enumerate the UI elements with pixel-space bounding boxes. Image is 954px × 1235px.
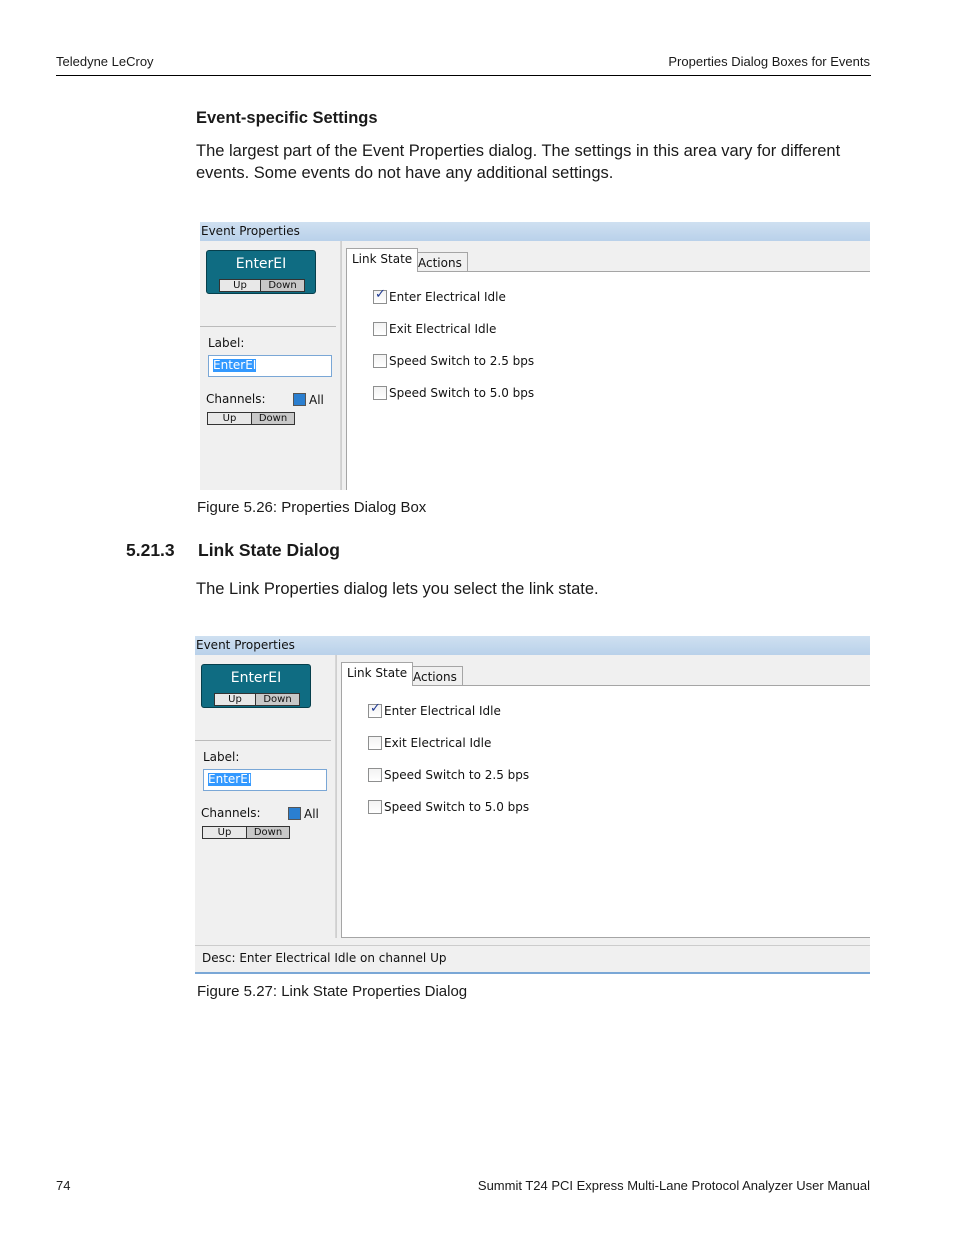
event-up-button[interactable]: Up (228, 694, 242, 705)
description-text: Desc: Enter Electrical Idle on channel Up (202, 951, 447, 965)
label-caption: Label: (203, 750, 240, 764)
tab-link-state[interactable]: Link State (346, 248, 418, 272)
all-checkbox[interactable] (288, 807, 301, 820)
header-right: Properties Dialog Boxes for Events (668, 54, 870, 69)
paragraph-1: The largest part of the Event Properties dialog. The settings in this area vary for different events. Some events do not have any additional settings. (196, 142, 841, 182)
subsection-title: Link State Dialog (198, 540, 340, 560)
tab-link-state[interactable]: Link State (341, 662, 413, 686)
tab-actions[interactable]: Actions (407, 666, 463, 687)
event-up-button[interactable]: Up (233, 280, 247, 291)
channel-up-button[interactable]: Up (222, 413, 237, 424)
event-name: EnterEI (230, 670, 282, 686)
footer-page-number: 74 (56, 1178, 71, 1193)
figure-1-caption: Figure 5.26: Properties Dialog Box (197, 499, 427, 516)
label-input[interactable] (208, 355, 332, 377)
checkbox[interactable] (373, 322, 387, 336)
event-button[interactable] (206, 250, 316, 294)
left-pane (200, 241, 341, 490)
label-caption: Label: (208, 336, 245, 350)
channels-caption: Channels: (206, 392, 266, 406)
option-label: Speed Switch to 5.0 bps (389, 386, 535, 400)
all-checkbox[interactable] (293, 393, 306, 406)
tab-actions[interactable]: Actions (412, 252, 468, 273)
event-updown (214, 693, 300, 706)
label-value: EnterEI (208, 772, 252, 786)
header-left: Teledyne LeCroy (56, 54, 154, 69)
description-bar (195, 945, 870, 972)
checkbox[interactable] (373, 386, 387, 400)
all-label: All (304, 807, 319, 821)
checkbox[interactable] (368, 701, 382, 718)
channel-down-button[interactable]: Down (251, 413, 294, 424)
option-label: Exit Electrical Idle (389, 322, 497, 336)
header-rule (56, 75, 871, 76)
left-pane (195, 655, 336, 938)
checkbox[interactable] (373, 354, 387, 368)
event-down-button[interactable]: Down (260, 280, 304, 291)
check-icon: ✓ (375, 287, 386, 302)
checkbox[interactable] (368, 768, 382, 782)
figure-2-caption: Figure 5.27: Link State Properties Dialog (197, 983, 468, 1000)
channel-up-button[interactable]: Up (217, 827, 232, 838)
channels-caption: Channels: (201, 806, 261, 820)
paragraph-2: The Link Properties dialog lets you select the link state. (196, 580, 599, 598)
dialog-title: Event Properties (200, 222, 870, 241)
option-label: Exit Electrical Idle (384, 736, 492, 750)
label-value: EnterEI (213, 358, 257, 372)
channel-updown (207, 412, 295, 425)
channel-updown (202, 826, 290, 839)
label-input[interactable] (203, 769, 327, 791)
checkbox[interactable] (368, 800, 382, 814)
section-heading: Event-specific Settings (196, 109, 378, 127)
dialog-title: Event Properties (195, 636, 870, 655)
tab-body (341, 685, 870, 938)
option-label: Speed Switch to 2.5 bps (389, 354, 535, 368)
event-name: EnterEI (235, 256, 287, 272)
right-pane (336, 655, 870, 938)
right-pane (341, 241, 870, 490)
check-icon: ✓ (370, 701, 381, 716)
option-label: Speed Switch to 5.0 bps (384, 800, 530, 814)
option-label: Speed Switch to 2.5 bps (384, 768, 530, 782)
subsection-number: 5.21.3 (126, 540, 175, 560)
event-updown (219, 279, 305, 292)
option-label: Enter Electrical Idle (389, 290, 506, 304)
event-down-button[interactable]: Down (255, 694, 299, 705)
separator (195, 740, 331, 741)
event-properties-dialog-1 (200, 222, 870, 490)
footer-manual-title: Summit T24 PCI Express Multi-Lane Protocol Analyzer User Manual (477, 1178, 870, 1193)
event-button[interactable] (201, 664, 311, 708)
option-label: Enter Electrical Idle (384, 704, 501, 718)
checkbox[interactable] (368, 736, 382, 750)
separator (200, 326, 336, 327)
checkbox[interactable] (373, 287, 387, 304)
tab-body (346, 271, 870, 490)
event-properties-dialog-2 (195, 636, 870, 974)
all-label: All (309, 393, 324, 407)
channel-down-button[interactable]: Down (246, 827, 289, 838)
